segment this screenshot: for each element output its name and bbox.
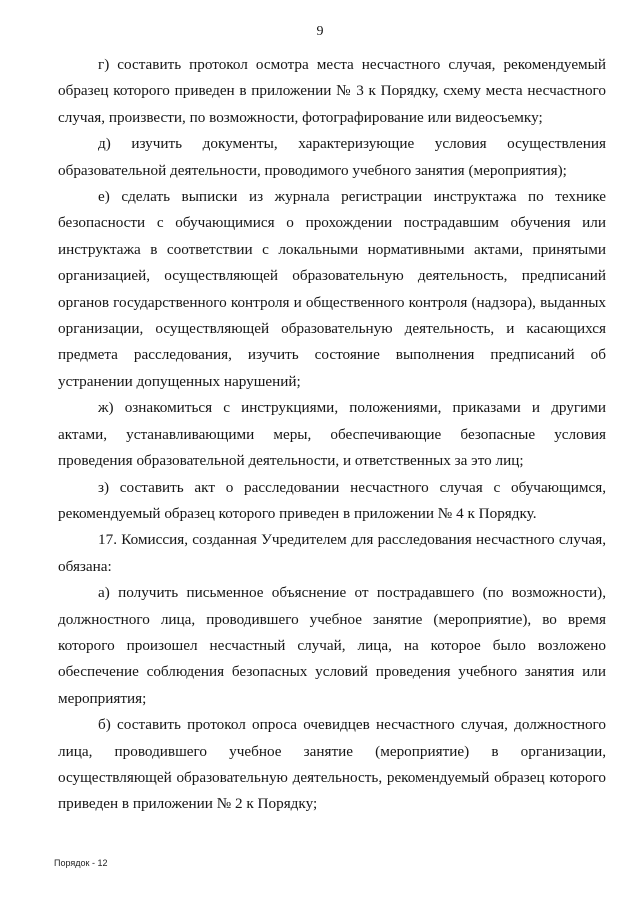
paragraph-a: а) получить письменное объяснение от пострадавшего (по возможности), должностного лица, проводившего учебное занятие (мероприятие), во время которого произошел несчастный случай, лица, на которое было возложено обеспечение соблюдения безопасных условий проведения учебного занятия или мероприятия; bbox=[58, 584, 606, 707]
paragraph-d: д) изучить документы, характеризующие условия осуществления образовательной деятельности, проводимого учебного занятия (мероприятия); bbox=[58, 135, 606, 179]
paragraph-zh: ж) ознакомиться с инструкциями, положениями, приказами и другими актами, устанавливающими меры, обеспечивающие безопасные условия проведения образовательной деятельности, и ответственных за это лиц; bbox=[58, 399, 606, 470]
paragraph-e: е) сделать выписки из журнала регистрации инструктажа по технике безопасности с обучающимися о прохождении пострадавшим обучения или инструктажа в соответствии с локальными нормативными актами, принятыми организацией, осуществляющей образовательную деятельность, предписаний органов государственного контроля и общественного контроля (надзора), выданных организации, осуществляющей образовательную деятельность, и касающихся предмета расследования, изучить состояние выполнения предписаний об устранении допущенных нарушений; bbox=[58, 188, 606, 390]
paragraph-g: г) составить протокол осмотра места несчастного случая, рекомендуемый образец которого приведен в приложении № 3 к Порядку, схему места несчастного случая, произвести, по возможности, фотографирование или видеосъемку; bbox=[58, 56, 606, 126]
paragraph-b: б) составить протокол опроса очевидцев несчастного случая, должностного лица, проводившего учебное занятие (мероприятие) в организации, осуществляющей образовательную деятельность, рекомендуемый образец которого приведен в приложении № 2 к Порядку; bbox=[58, 716, 606, 813]
document-body bbox=[58, 52, 606, 818]
paragraph-z: з) составить акт о расследовании несчастного случая с обучающимся, рекомендуемый образец которого приведен в приложении № 4 к Порядку. bbox=[58, 478, 606, 522]
page-number: 9 bbox=[316, 24, 324, 39]
footer-label: Порядок - 12 bbox=[54, 858, 108, 868]
paragraph-17: 17. Комиссия, созданная Учредителем для расследования несчастного случая, обязана: bbox=[58, 531, 606, 575]
